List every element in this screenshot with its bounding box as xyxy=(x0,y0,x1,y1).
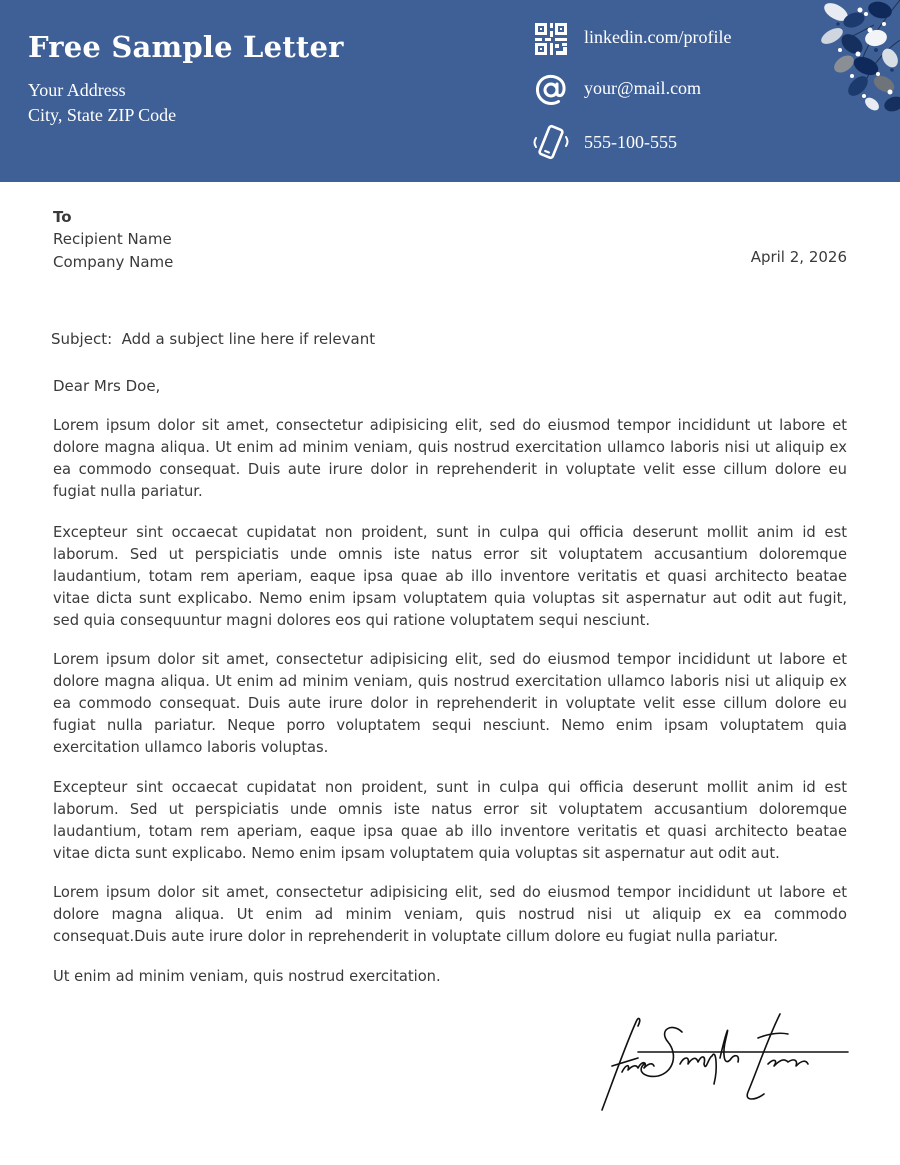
subject-line: Subject: Add a subject line here if relevant xyxy=(51,330,376,348)
handwritten-signature xyxy=(598,1008,850,1116)
paragraph-1: Lorem ipsum dolor sit amet, consectetur adipisicing elit, sed do eiusmod tempor incididunt ut labore et dolore magna aliqua. Ut enim ad minim veniam, quis nostrud exercitation ullamco laboris nisi ut aliquip ex ea commodo consequat. Duis aute irure dolor in reprehenderit in voluptate velit esse cillum dolore eu fugiat nulla pariatur. xyxy=(53,417,847,500)
letter-header xyxy=(0,0,900,182)
sender-address-line1: Your Address xyxy=(28,80,126,100)
letter-date: April 2, 2026 xyxy=(750,248,847,266)
mobile-phone-icon xyxy=(533,124,569,160)
salutation: Dear Mrs Doe, xyxy=(53,377,161,395)
phone-contact: 555-100-555 xyxy=(584,132,677,152)
at-sign-icon xyxy=(533,72,569,108)
floral-corner-decoration xyxy=(814,0,900,122)
paragraph-2: Excepteur sint occaecat cupidatat non proident, sunt in culpa qui officia deserunt mollit anim id est laborum. Sed ut perspiciatis unde omnis iste natus error sit voluptatem accusantium doloremque laudantium, totam rem aperiam, eaque ipsa quae ab illo inventore veritatis et quasi architecto beatae vitae dicta sunt explicabo. Nemo enim ipsam voluptatem quia voluptas sit aspernatur aut odit aut fugit, sed quia consequuntur magni dolores eos qui ratione voluptatem sequi nesciunt. xyxy=(53,524,847,629)
qr-code-icon xyxy=(533,21,569,57)
to-label: To xyxy=(53,208,72,226)
email-contact: your@mail.com xyxy=(584,78,702,98)
sender-address-line2: City, State ZIP Code xyxy=(28,105,177,125)
paragraph-4: Excepteur sint occaecat cupidatat non proident, sunt in culpa qui officia deserunt mollit anim id est laborum. Sed ut perspiciatis unde omnis iste natus error sit voluptatem accusantium doloremque laudantium, totam rem aperiam, eaque ipsa quae ab illo inventore veritatis et quasi architecto beatae vitae dicta sunt explicabo. Nemo enim ipsam voluptatem quia voluptas sit aspernatur aut odit aut. xyxy=(53,779,847,862)
paragraph-6: Ut enim ad minim veniam, quis nostrud exercitation. xyxy=(53,968,441,985)
paragraph-5: Lorem ipsum dolor sit amet, consectetur adipisicing elit, sed do eiusmod tempor incididunt ut labore et dolore magna aliqua. Ut enim ad minim veniam, quis nostrud nisi ut aliquip ex ea commodo consequat.Duis aute irure dolor in reprehenderit in voluptate cillum dolore eu fugiat nulla pariatur. xyxy=(53,884,847,945)
recipient-company: Company Name xyxy=(53,253,174,271)
paragraph-3: Lorem ipsum dolor sit amet, consectetur adipisicing elit, sed do eiusmod tempor incididunt ut labore et dolore magna aliqua. Ut enim ad minim veniam, quis nostrud exercitation ullamco laboris nisi ut aliquip ex ea commodo consequat. Duis aute irure dolor in reprehenderit in voluptate velit esse cillum dolore eu fugiat nulla pariatur. Neque porro voluptatem sequi nesciunt. Nemo enim ipsam voluptatem quia exercitation ullamco laboris voluptas. xyxy=(53,651,847,756)
recipient-name: Recipient Name xyxy=(53,230,172,248)
linkedin-contact: linkedin.com/profile xyxy=(584,27,732,47)
letter-title: Free Sample Letter xyxy=(28,30,344,64)
